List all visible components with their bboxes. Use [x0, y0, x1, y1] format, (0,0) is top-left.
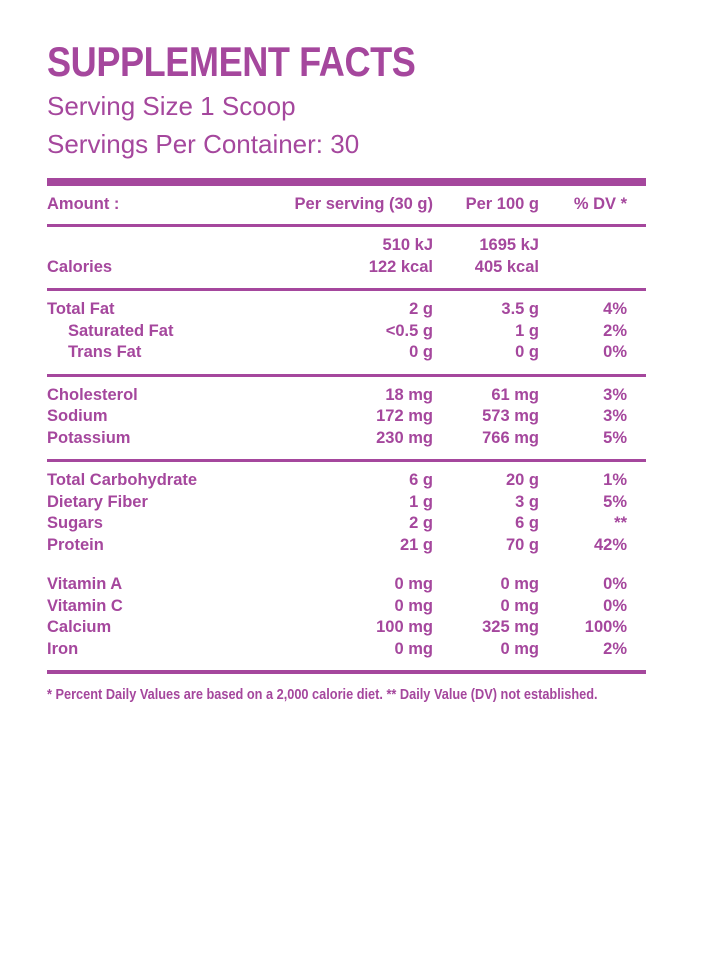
per-serving-value: 172 mg	[376, 407, 433, 425]
per-100g-value: 1695 kJ	[479, 236, 539, 254]
nutrient-label: Sugars	[47, 514, 103, 532]
dv-value: 1%	[603, 471, 627, 489]
per-serving-value: 18 mg	[385, 385, 433, 404]
table-row	[47, 513, 646, 535]
table-row	[47, 535, 646, 557]
table-row	[47, 492, 646, 514]
servings-per-container-text: Servings Per Container: 30	[47, 129, 360, 159]
dv-value: 5%	[603, 492, 627, 511]
dv-value: 0%	[603, 575, 627, 593]
table-row	[47, 299, 646, 321]
per-serving-value: 122 kcal	[368, 257, 433, 276]
dv-value: 100%	[584, 618, 627, 636]
dv-value: **	[614, 514, 627, 532]
per-100g-value: 3.5 g	[501, 300, 539, 318]
table-row	[47, 639, 646, 661]
dv-value: 0%	[603, 596, 627, 615]
per-serving-value: 0 mg	[394, 575, 433, 593]
per-serving-value: 1 g	[409, 492, 433, 511]
per-100g-value: 70 g	[505, 535, 539, 554]
per-serving-value: <0.5 g	[385, 321, 433, 340]
nutrient-label: Sodium	[47, 407, 108, 425]
page-title: SUPPLEMENT FACTS	[47, 38, 416, 85]
carbs-section	[47, 462, 646, 566]
table-row	[47, 470, 646, 492]
column-header-per-100g: Per 100 g	[465, 195, 539, 214]
per-100g-value: 6 g	[515, 514, 539, 532]
table-row	[47, 257, 646, 279]
dv-value: 4%	[603, 300, 627, 318]
nutrient-label: Iron	[47, 639, 79, 658]
nutrient-label: Vitamin A	[47, 575, 123, 593]
fats-section	[47, 291, 646, 377]
nutrient-label: Total Carbohydrate	[47, 471, 198, 489]
column-header-dv: % DV *	[573, 195, 627, 214]
dv-value: 42%	[593, 535, 627, 554]
dv-value: 3%	[603, 407, 627, 425]
per-100g-value: 3 g	[515, 492, 539, 511]
table-header-row	[47, 186, 646, 227]
per-100g-value: 0 mg	[500, 639, 539, 658]
per-serving-value: 2 g	[409, 514, 433, 532]
dv-value: 3%	[603, 385, 627, 404]
per-serving-value: 510 kJ	[382, 236, 433, 254]
minerals-section	[47, 377, 646, 463]
serving-size-text: Serving Size 1 Scoop	[47, 91, 296, 121]
per-serving-value: 0 mg	[394, 639, 433, 658]
table-row	[47, 406, 646, 428]
per-serving-value: 21 g	[399, 535, 433, 554]
table-row	[47, 596, 646, 618]
per-100g-value: 0 g	[515, 343, 539, 361]
table-row	[47, 617, 646, 639]
table-row	[47, 235, 646, 257]
nutrient-label: Dietary Fiber	[47, 492, 148, 511]
dv-value: 0%	[603, 343, 627, 361]
table-row	[47, 574, 646, 596]
per-serving-value: 0 mg	[394, 596, 433, 615]
dv-value: 2%	[603, 321, 627, 340]
nutrient-label: Calcium	[47, 618, 112, 636]
table-row	[47, 342, 646, 364]
table-row	[47, 321, 646, 343]
per-serving-value: 100 mg	[376, 618, 433, 636]
per-100g-value: 0 mg	[500, 575, 539, 593]
per-100g-value: 0 mg	[500, 596, 539, 615]
per-serving-value: 0 g	[409, 343, 433, 361]
per-100g-value: 61 mg	[491, 385, 539, 404]
table-row	[47, 428, 646, 450]
per-serving-value: 2 g	[409, 300, 433, 318]
column-header-per-serving: Per serving (30 g)	[294, 195, 433, 214]
nutrient-label: Protein	[47, 535, 104, 554]
nutrient-label: Trans Fat	[68, 343, 142, 361]
per-serving-value: 230 mg	[376, 428, 433, 447]
per-100g-value: 405 kcal	[474, 257, 539, 276]
column-header-amount: Amount :	[47, 195, 120, 214]
top-divider-bar	[47, 178, 646, 186]
per-100g-value: 325 mg	[482, 618, 539, 636]
table-row	[47, 385, 646, 407]
daily-values-footnote: * Percent Daily Values are based on a 2,000 calorie diet. ** Daily Value (DV) not established.	[47, 686, 598, 703]
vitamins-section	[47, 574, 646, 670]
dv-value: 5%	[603, 428, 627, 447]
nutrient-label: Calories	[47, 257, 113, 276]
per-100g-value: 766 mg	[482, 428, 539, 447]
nutrient-label: Cholesterol	[47, 385, 138, 404]
nutrient-label: Vitamin C	[47, 596, 123, 615]
nutrient-label: Total Fat	[47, 300, 115, 318]
calories-section	[47, 227, 646, 291]
per-100g-value: 1 g	[515, 321, 539, 340]
per-100g-value: 573 mg	[482, 407, 539, 425]
nutrient-label: Saturated Fat	[68, 321, 174, 340]
dv-value: 2%	[603, 639, 627, 658]
per-serving-value: 6 g	[409, 471, 433, 489]
bottom-divider-bar	[47, 670, 646, 674]
supplement-facts-label	[47, 0, 646, 705]
nutrient-label: Potassium	[47, 428, 131, 447]
per-100g-value: 20 g	[505, 471, 539, 489]
